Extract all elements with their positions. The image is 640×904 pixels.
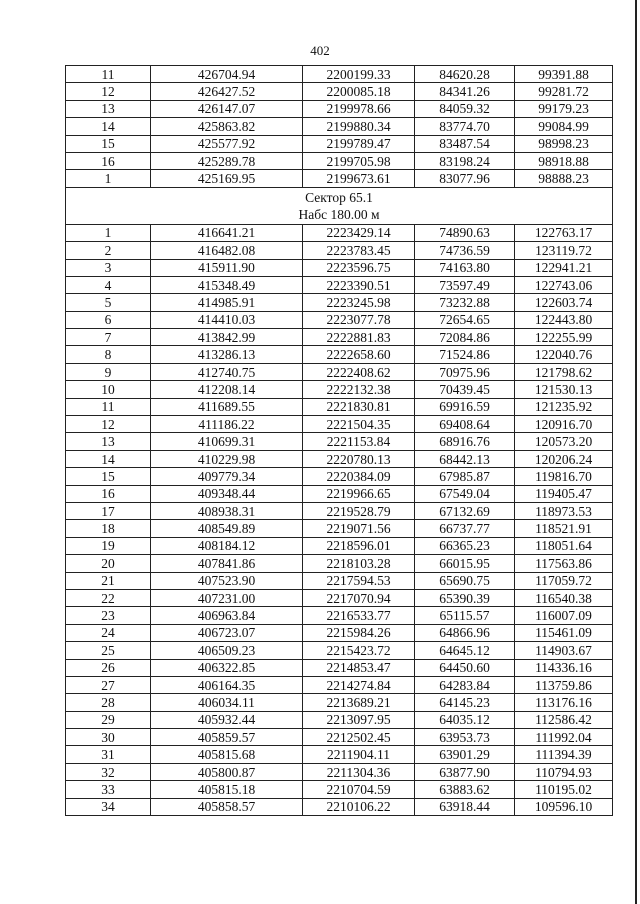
page-number: 402 bbox=[310, 43, 330, 58]
table-row bbox=[66, 294, 613, 311]
table-row bbox=[66, 729, 613, 746]
x-coordinate-cell: 407523.90 bbox=[151, 572, 303, 589]
local-y-cell: 99281.72 bbox=[515, 83, 613, 100]
table-row bbox=[66, 416, 613, 433]
point-number-cell: 31 bbox=[66, 746, 151, 763]
local-y-cell: 122743.06 bbox=[515, 276, 613, 293]
table-body-before bbox=[66, 66, 613, 188]
local-y-cell: 120573.20 bbox=[515, 433, 613, 450]
y-coordinate-cell: 2222881.83 bbox=[303, 329, 415, 346]
point-number-cell: 16 bbox=[66, 485, 151, 502]
table-row bbox=[66, 450, 613, 467]
x-coordinate-cell: 425289.78 bbox=[151, 152, 303, 169]
point-number-cell: 29 bbox=[66, 711, 151, 728]
page-edge-line bbox=[635, 0, 637, 904]
local-y-cell: 118051.64 bbox=[515, 537, 613, 554]
point-number-cell: 17 bbox=[66, 502, 151, 519]
y-coordinate-cell: 2217070.94 bbox=[303, 589, 415, 606]
y-coordinate-cell: 2220780.13 bbox=[303, 450, 415, 467]
local-x-cell: 67132.69 bbox=[415, 502, 515, 519]
y-coordinate-cell: 2215984.26 bbox=[303, 624, 415, 641]
x-coordinate-cell: 412740.75 bbox=[151, 363, 303, 380]
coordinates-table bbox=[65, 65, 613, 816]
x-coordinate-cell: 426147.07 bbox=[151, 100, 303, 117]
section-title: Сектор 65.1 bbox=[305, 189, 373, 205]
local-y-cell: 122255.99 bbox=[515, 329, 613, 346]
x-coordinate-cell: 406034.11 bbox=[151, 694, 303, 711]
local-x-cell: 63901.29 bbox=[415, 746, 515, 763]
y-coordinate-cell: 2219528.79 bbox=[303, 502, 415, 519]
x-coordinate-cell: 408938.31 bbox=[151, 502, 303, 519]
local-x-cell: 74890.63 bbox=[415, 224, 515, 241]
x-coordinate-cell: 406723.07 bbox=[151, 624, 303, 641]
local-x-cell: 74163.80 bbox=[415, 259, 515, 276]
y-coordinate-cell: 2214853.47 bbox=[303, 659, 415, 676]
x-coordinate-cell: 405815.18 bbox=[151, 781, 303, 798]
point-number-cell: 11 bbox=[66, 66, 151, 83]
local-x-cell: 73232.88 bbox=[415, 294, 515, 311]
table-row bbox=[66, 135, 613, 152]
table-row bbox=[66, 118, 613, 135]
table-row bbox=[66, 381, 613, 398]
point-number-cell: 15 bbox=[66, 135, 151, 152]
table-row bbox=[66, 259, 613, 276]
y-coordinate-cell: 2210106.22 bbox=[303, 798, 415, 815]
y-coordinate-cell: 2211904.11 bbox=[303, 746, 415, 763]
section-header-cell bbox=[66, 187, 613, 224]
local-x-cell: 84059.32 bbox=[415, 100, 515, 117]
table-row bbox=[66, 224, 613, 241]
point-number-cell: 1 bbox=[66, 170, 151, 187]
y-coordinate-cell: 2223429.14 bbox=[303, 224, 415, 241]
y-coordinate-cell: 2219071.56 bbox=[303, 520, 415, 537]
y-coordinate-cell: 2199880.34 bbox=[303, 118, 415, 135]
local-y-cell: 98998.23 bbox=[515, 135, 613, 152]
x-coordinate-cell: 415348.49 bbox=[151, 276, 303, 293]
local-y-cell: 111992.04 bbox=[515, 729, 613, 746]
point-number-cell: 11 bbox=[66, 398, 151, 415]
local-y-cell: 115461.09 bbox=[515, 624, 613, 641]
local-x-cell: 68442.13 bbox=[415, 450, 515, 467]
local-y-cell: 122443.80 bbox=[515, 311, 613, 328]
y-coordinate-cell: 2223783.45 bbox=[303, 242, 415, 259]
y-coordinate-cell: 2199705.98 bbox=[303, 152, 415, 169]
local-y-cell: 116540.38 bbox=[515, 589, 613, 606]
x-coordinate-cell: 407841.86 bbox=[151, 555, 303, 572]
point-number-cell: 8 bbox=[66, 346, 151, 363]
local-y-cell: 117059.72 bbox=[515, 572, 613, 589]
x-coordinate-cell: 406164.35 bbox=[151, 676, 303, 693]
local-x-cell: 83077.96 bbox=[415, 170, 515, 187]
point-number-cell: 14 bbox=[66, 450, 151, 467]
local-x-cell: 63883.62 bbox=[415, 781, 515, 798]
table-row bbox=[66, 537, 613, 554]
local-y-cell: 121235.92 bbox=[515, 398, 613, 415]
point-number-cell: 24 bbox=[66, 624, 151, 641]
table-row bbox=[66, 311, 613, 328]
point-number-cell: 23 bbox=[66, 607, 151, 624]
local-y-cell: 122763.17 bbox=[515, 224, 613, 241]
local-x-cell: 65690.75 bbox=[415, 572, 515, 589]
local-y-cell: 111394.39 bbox=[515, 746, 613, 763]
local-x-cell: 66737.77 bbox=[415, 520, 515, 537]
local-x-cell: 71524.86 bbox=[415, 346, 515, 363]
local-x-cell: 64035.12 bbox=[415, 711, 515, 728]
point-number-cell: 22 bbox=[66, 589, 151, 606]
point-number-cell: 13 bbox=[66, 100, 151, 117]
table-body-after bbox=[66, 224, 613, 815]
local-x-cell: 66015.95 bbox=[415, 555, 515, 572]
point-number-cell: 7 bbox=[66, 329, 151, 346]
point-number-cell: 9 bbox=[66, 363, 151, 380]
table-row bbox=[66, 100, 613, 117]
table-row bbox=[66, 763, 613, 780]
x-coordinate-cell: 416482.08 bbox=[151, 242, 303, 259]
x-coordinate-cell: 406509.23 bbox=[151, 642, 303, 659]
local-y-cell: 119816.70 bbox=[515, 468, 613, 485]
x-coordinate-cell: 411186.22 bbox=[151, 416, 303, 433]
point-number-cell: 2 bbox=[66, 242, 151, 259]
x-coordinate-cell: 405800.87 bbox=[151, 763, 303, 780]
y-coordinate-cell: 2222132.38 bbox=[303, 381, 415, 398]
local-x-cell: 65390.39 bbox=[415, 589, 515, 606]
x-coordinate-cell: 405858.57 bbox=[151, 798, 303, 815]
local-x-cell: 67985.87 bbox=[415, 468, 515, 485]
local-y-cell: 113176.16 bbox=[515, 694, 613, 711]
x-coordinate-cell: 425577.92 bbox=[151, 135, 303, 152]
point-number-cell: 18 bbox=[66, 520, 151, 537]
local-y-cell: 116007.09 bbox=[515, 607, 613, 624]
x-coordinate-cell: 405859.57 bbox=[151, 729, 303, 746]
local-y-cell: 118973.53 bbox=[515, 502, 613, 519]
table-row bbox=[66, 242, 613, 259]
local-x-cell: 63918.44 bbox=[415, 798, 515, 815]
point-number-cell: 27 bbox=[66, 676, 151, 693]
local-y-cell: 114336.16 bbox=[515, 659, 613, 676]
y-coordinate-cell: 2210704.59 bbox=[303, 781, 415, 798]
point-number-cell: 5 bbox=[66, 294, 151, 311]
y-coordinate-cell: 2218596.01 bbox=[303, 537, 415, 554]
local-x-cell: 67549.04 bbox=[415, 485, 515, 502]
local-x-cell: 69408.64 bbox=[415, 416, 515, 433]
x-coordinate-cell: 409348.44 bbox=[151, 485, 303, 502]
x-coordinate-cell: 410229.98 bbox=[151, 450, 303, 467]
x-coordinate-cell: 411689.55 bbox=[151, 398, 303, 415]
y-coordinate-cell: 2223077.78 bbox=[303, 311, 415, 328]
local-x-cell: 84341.26 bbox=[415, 83, 515, 100]
point-number-cell: 10 bbox=[66, 381, 151, 398]
point-number-cell: 25 bbox=[66, 642, 151, 659]
x-coordinate-cell: 407231.00 bbox=[151, 589, 303, 606]
x-coordinate-cell: 412208.14 bbox=[151, 381, 303, 398]
table-row bbox=[66, 398, 613, 415]
x-coordinate-cell: 414985.91 bbox=[151, 294, 303, 311]
y-coordinate-cell: 2212502.45 bbox=[303, 729, 415, 746]
table-row bbox=[66, 746, 613, 763]
table-row bbox=[66, 589, 613, 606]
x-coordinate-cell: 426427.52 bbox=[151, 83, 303, 100]
point-number-cell: 21 bbox=[66, 572, 151, 589]
local-x-cell: 83198.24 bbox=[415, 152, 515, 169]
local-x-cell: 72084.86 bbox=[415, 329, 515, 346]
y-coordinate-cell: 2219966.65 bbox=[303, 485, 415, 502]
local-y-cell: 121530.13 bbox=[515, 381, 613, 398]
x-coordinate-cell: 425863.82 bbox=[151, 118, 303, 135]
local-y-cell: 112586.42 bbox=[515, 711, 613, 728]
local-x-cell: 64866.96 bbox=[415, 624, 515, 641]
table-row bbox=[66, 363, 613, 380]
local-y-cell: 99084.99 bbox=[515, 118, 613, 135]
local-x-cell: 64283.84 bbox=[415, 676, 515, 693]
table-row bbox=[66, 170, 613, 187]
local-y-cell: 122941.21 bbox=[515, 259, 613, 276]
table-row bbox=[66, 572, 613, 589]
point-number-cell: 33 bbox=[66, 781, 151, 798]
table-row bbox=[66, 781, 613, 798]
table-row bbox=[66, 520, 613, 537]
local-x-cell: 64645.12 bbox=[415, 642, 515, 659]
point-number-cell: 34 bbox=[66, 798, 151, 815]
point-number-cell: 32 bbox=[66, 763, 151, 780]
point-number-cell: 3 bbox=[66, 259, 151, 276]
local-x-cell: 72654.65 bbox=[415, 311, 515, 328]
x-coordinate-cell: 413286.13 bbox=[151, 346, 303, 363]
point-number-cell: 16 bbox=[66, 152, 151, 169]
local-y-cell: 120206.24 bbox=[515, 450, 613, 467]
table-row bbox=[66, 607, 613, 624]
y-coordinate-cell: 2217594.53 bbox=[303, 572, 415, 589]
local-y-cell: 109596.10 bbox=[515, 798, 613, 815]
x-coordinate-cell: 415911.90 bbox=[151, 259, 303, 276]
local-y-cell: 99179.23 bbox=[515, 100, 613, 117]
y-coordinate-cell: 2221504.35 bbox=[303, 416, 415, 433]
table-row bbox=[66, 555, 613, 572]
local-x-cell: 83487.54 bbox=[415, 135, 515, 152]
point-number-cell: 26 bbox=[66, 659, 151, 676]
point-number-cell: 14 bbox=[66, 118, 151, 135]
x-coordinate-cell: 406963.84 bbox=[151, 607, 303, 624]
table-row bbox=[66, 276, 613, 293]
y-coordinate-cell: 2218103.28 bbox=[303, 555, 415, 572]
point-number-cell: 19 bbox=[66, 537, 151, 554]
y-coordinate-cell: 2222658.60 bbox=[303, 346, 415, 363]
local-y-cell: 122040.76 bbox=[515, 346, 613, 363]
local-x-cell: 64450.60 bbox=[415, 659, 515, 676]
local-y-cell: 121798.62 bbox=[515, 363, 613, 380]
x-coordinate-cell: 416641.21 bbox=[151, 224, 303, 241]
y-coordinate-cell: 2213097.95 bbox=[303, 711, 415, 728]
local-y-cell: 120916.70 bbox=[515, 416, 613, 433]
local-x-cell: 63953.73 bbox=[415, 729, 515, 746]
x-coordinate-cell: 425169.95 bbox=[151, 170, 303, 187]
table-row bbox=[66, 346, 613, 363]
local-x-cell: 65115.57 bbox=[415, 607, 515, 624]
x-coordinate-cell: 426704.94 bbox=[151, 66, 303, 83]
local-y-cell: 114903.67 bbox=[515, 642, 613, 659]
point-number-cell: 28 bbox=[66, 694, 151, 711]
y-coordinate-cell: 2199789.47 bbox=[303, 135, 415, 152]
y-coordinate-cell: 2223390.51 bbox=[303, 276, 415, 293]
section-subtitle: Набс 180.00 м bbox=[298, 206, 380, 222]
point-number-cell: 12 bbox=[66, 83, 151, 100]
local-y-cell: 98888.23 bbox=[515, 170, 613, 187]
y-coordinate-cell: 2200199.33 bbox=[303, 66, 415, 83]
table-row bbox=[66, 329, 613, 346]
y-coordinate-cell: 2200085.18 bbox=[303, 83, 415, 100]
x-coordinate-cell: 405932.44 bbox=[151, 711, 303, 728]
y-coordinate-cell: 2211304.36 bbox=[303, 763, 415, 780]
point-number-cell: 13 bbox=[66, 433, 151, 450]
y-coordinate-cell: 2220384.09 bbox=[303, 468, 415, 485]
table-row bbox=[66, 711, 613, 728]
y-coordinate-cell: 2213689.21 bbox=[303, 694, 415, 711]
y-coordinate-cell: 2199673.61 bbox=[303, 170, 415, 187]
x-coordinate-cell: 406322.85 bbox=[151, 659, 303, 676]
y-coordinate-cell: 2221830.81 bbox=[303, 398, 415, 415]
local-y-cell: 99391.88 bbox=[515, 66, 613, 83]
table-row bbox=[66, 659, 613, 676]
y-coordinate-cell: 2216533.77 bbox=[303, 607, 415, 624]
local-x-cell: 66365.23 bbox=[415, 537, 515, 554]
table-row bbox=[66, 798, 613, 815]
local-y-cell: 119405.47 bbox=[515, 485, 613, 502]
local-x-cell: 69916.59 bbox=[415, 398, 515, 415]
local-x-cell: 64145.23 bbox=[415, 694, 515, 711]
local-y-cell: 118521.91 bbox=[515, 520, 613, 537]
table-row bbox=[66, 694, 613, 711]
point-number-cell: 20 bbox=[66, 555, 151, 572]
table-row bbox=[66, 83, 613, 100]
point-number-cell: 15 bbox=[66, 468, 151, 485]
local-x-cell: 68916.76 bbox=[415, 433, 515, 450]
local-y-cell: 122603.74 bbox=[515, 294, 613, 311]
table-row bbox=[66, 66, 613, 83]
table-row bbox=[66, 642, 613, 659]
local-x-cell: 73597.49 bbox=[415, 276, 515, 293]
point-number-cell: 30 bbox=[66, 729, 151, 746]
x-coordinate-cell: 414410.03 bbox=[151, 311, 303, 328]
table-row bbox=[66, 468, 613, 485]
table-row bbox=[66, 676, 613, 693]
local-x-cell: 74736.59 bbox=[415, 242, 515, 259]
y-coordinate-cell: 2223596.75 bbox=[303, 259, 415, 276]
x-coordinate-cell: 409779.34 bbox=[151, 468, 303, 485]
table-row bbox=[66, 502, 613, 519]
local-x-cell: 84620.28 bbox=[415, 66, 515, 83]
point-number-cell: 1 bbox=[66, 224, 151, 241]
table-row bbox=[66, 433, 613, 450]
local-x-cell: 63877.90 bbox=[415, 763, 515, 780]
y-coordinate-cell: 2199978.66 bbox=[303, 100, 415, 117]
local-y-cell: 113759.86 bbox=[515, 676, 613, 693]
x-coordinate-cell: 413842.99 bbox=[151, 329, 303, 346]
local-y-cell: 110195.02 bbox=[515, 781, 613, 798]
x-coordinate-cell: 408549.89 bbox=[151, 520, 303, 537]
local-x-cell: 70439.45 bbox=[415, 381, 515, 398]
local-x-cell: 70975.96 bbox=[415, 363, 515, 380]
local-y-cell: 123119.72 bbox=[515, 242, 613, 259]
table-row bbox=[66, 152, 613, 169]
point-number-cell: 12 bbox=[66, 416, 151, 433]
local-x-cell: 83774.70 bbox=[415, 118, 515, 135]
local-y-cell: 117563.86 bbox=[515, 555, 613, 572]
y-coordinate-cell: 2215423.72 bbox=[303, 642, 415, 659]
table-row bbox=[66, 624, 613, 641]
y-coordinate-cell: 2214274.84 bbox=[303, 676, 415, 693]
x-coordinate-cell: 408184.12 bbox=[151, 537, 303, 554]
x-coordinate-cell: 405815.68 bbox=[151, 746, 303, 763]
table-row bbox=[66, 485, 613, 502]
y-coordinate-cell: 2222408.62 bbox=[303, 363, 415, 380]
local-y-cell: 98918.88 bbox=[515, 152, 613, 169]
y-coordinate-cell: 2221153.84 bbox=[303, 433, 415, 450]
x-coordinate-cell: 410699.31 bbox=[151, 433, 303, 450]
section-header-row bbox=[66, 187, 613, 224]
local-y-cell: 110794.93 bbox=[515, 763, 613, 780]
point-number-cell: 4 bbox=[66, 276, 151, 293]
y-coordinate-cell: 2223245.98 bbox=[303, 294, 415, 311]
point-number-cell: 6 bbox=[66, 311, 151, 328]
